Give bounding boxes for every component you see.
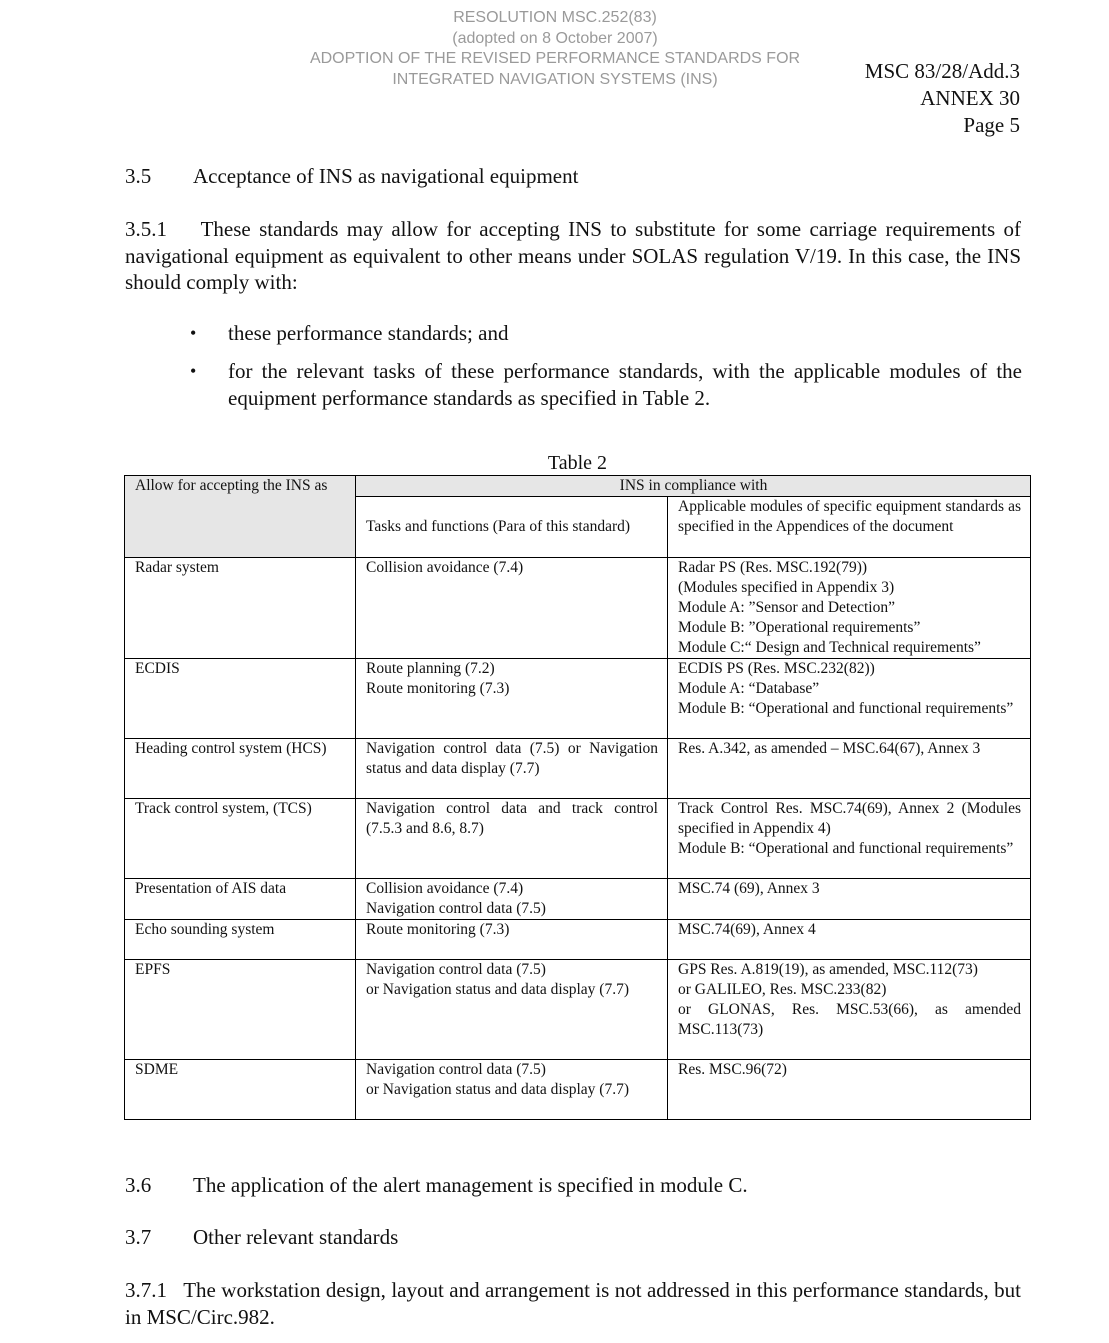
module-line: Track Control Res. MSC.74(69), Annex 2 (Modules specified in Appendix 4) [678, 800, 1021, 837]
task-line: Collision avoidance (7.4) [366, 880, 524, 897]
resolution-title-line2: INTEGRATED NAVIGATION SYSTEMS (INS) [392, 70, 718, 88]
system-cell: Heading control system (HCS) [125, 739, 356, 799]
header-cell-tasks: Tasks and functions (Para of this standard) [356, 497, 668, 558]
task-line: Collision avoidance (7.4) [366, 559, 524, 576]
tasks-cell [356, 739, 668, 799]
section-title: Other relevant standards [193, 1225, 399, 1249]
task-line: Route planning (7.2) [366, 660, 495, 677]
tasks-cell [356, 960, 668, 1060]
section-text: The application of the alert management is specified in module C. [193, 1173, 748, 1197]
section-heading-3-5 [125, 163, 578, 189]
modules-cell [668, 1060, 1031, 1120]
bullet-icon: • [190, 361, 197, 381]
resolution-number: RESOLUTION MSC.252(83) [453, 9, 657, 26]
resolution-header [280, 8, 830, 90]
module-line: Radar PS (Res. MSC.192(79)) [678, 559, 868, 576]
section-number: 3.6 [125, 1173, 152, 1197]
modules-cell [668, 739, 1031, 799]
module-line: GPS Res. A.819(19), as amended, MSC.112(73) [678, 961, 978, 978]
section-heading-3-7 [125, 1224, 398, 1250]
modules-cell [668, 960, 1031, 1060]
system-cell: Track control system, (TCS) [125, 799, 356, 879]
module-line: Module B: “Operational and functional requirements” [678, 700, 1014, 717]
task-line: Navigation control data and track control (7.5.3 and 8.6, 8.7) [366, 800, 658, 837]
module-line: Module B: “Operational and functional requirements” [678, 840, 1014, 857]
paragraph-text: The workstation design, layout and arrangement is not addressed in this performance standards, but in MSC/Circ.982. [125, 1278, 1021, 1329]
system-cell: SDME [125, 1060, 356, 1120]
paragraph-number: 3.5.1 [125, 217, 167, 241]
header-cell-system: Allow for accepting the INS as [125, 476, 356, 558]
table-row [125, 558, 1031, 659]
modules-cell [668, 920, 1031, 960]
system-cell: Presentation of AIS data [125, 879, 356, 920]
module-line: Module C:“ Design and Technical requirements” [678, 639, 981, 656]
adoption-date: (adopted on 8 October 2007) [452, 29, 658, 47]
table-header-row [125, 476, 1031, 497]
table-row [125, 659, 1031, 739]
module-line: MSC.74(69), Annex 4 [678, 921, 816, 938]
module-line: or GALILEO, Res. MSC.233(82) [678, 981, 887, 998]
system-cell: Echo sounding system [125, 920, 356, 960]
module-line: or GLONAS, Res. MSC.53(66), as amended MSC.113(73) [678, 1001, 1021, 1038]
system-cell: Radar system [125, 558, 356, 659]
document-reference [865, 58, 1020, 139]
task-line: or Navigation status and data display (7.7) [366, 981, 630, 998]
modules-cell [668, 659, 1031, 739]
task-line: Route monitoring (7.3) [366, 680, 510, 697]
tasks-cell [356, 920, 668, 960]
system-cell: EPFS [125, 960, 356, 1060]
modules-cell [668, 879, 1031, 920]
module-line: (Modules specified in Appendix 3) [678, 579, 895, 596]
task-line: Navigation control data (7.5) [366, 900, 546, 917]
system-cell: ECDIS [125, 659, 356, 739]
paragraph-3-5-1 [125, 216, 1021, 296]
tasks-cell [356, 558, 668, 659]
table-caption: Table 2 [547, 452, 608, 474]
module-line: Module A: ”Sensor and Detection” [678, 599, 895, 616]
task-line: or Navigation status and data display (7.7) [366, 1081, 630, 1098]
table-row [125, 879, 1031, 920]
section-number: 3.5 [125, 164, 152, 188]
bullet-text: these performance standards; and [228, 321, 509, 345]
bullet-icon: • [190, 323, 197, 343]
module-line: ECDIS PS (Res. MSC.232(82)) [678, 660, 875, 677]
modules-cell [668, 799, 1031, 879]
list-item [190, 320, 1022, 347]
module-line: Res. MSC.96(72) [678, 1061, 787, 1078]
table-row [125, 799, 1031, 879]
page-label: Page 5 [963, 113, 1020, 137]
bullet-list [190, 320, 1022, 423]
bullet-text: for the relevant tasks of these performance standards, with the applicable modules of the equipment performance standards as specified in Table 2. [228, 359, 1022, 410]
task-line: Route monitoring (7.3) [366, 921, 510, 938]
task-line: Navigation control data (7.5) [366, 961, 546, 978]
table-row [125, 960, 1031, 1060]
table-row [125, 739, 1031, 799]
task-line: Navigation control data (7.5) [366, 1061, 546, 1078]
module-line: Module B: ”Operational requirements” [678, 619, 921, 636]
paragraph-number: 3.7.1 [125, 1278, 167, 1302]
module-line: MSC.74 (69), Annex 3 [678, 880, 820, 897]
compliance-table [124, 475, 1031, 1120]
tasks-cell [356, 659, 668, 739]
header-cell-group: INS in compliance with [356, 476, 1031, 497]
section-number: 3.7 [125, 1225, 152, 1249]
task-line: Navigation control data (7.5) or Navigation status and data display (7.7) [366, 740, 658, 777]
annex-label: ANNEX 30 [920, 86, 1020, 110]
document-number: MSC 83/28/Add.3 [864, 59, 1020, 83]
tasks-cell [356, 879, 668, 920]
section-title: Acceptance of INS as navigational equipment [193, 164, 579, 188]
table-row [125, 920, 1031, 960]
module-line: Module A: “Database” [678, 680, 820, 697]
module-line: Res. A.342, as amended – MSC.64(67), Annex 3 [678, 740, 981, 757]
paragraph-text: These standards may allow for accepting INS to substitute for some carriage requirements of navigational equipment as equivalent to other means under SOLAS regulation V/19. In this case, the INS should comply with: [125, 217, 1022, 294]
header-cell-modules: Applicable modules of specific equipment standards as specified in the Appendices of the document [668, 497, 1031, 558]
paragraph-3-7-1 [125, 1277, 1021, 1330]
list-item [190, 358, 1022, 412]
modules-cell [668, 558, 1031, 659]
tasks-cell [356, 1060, 668, 1120]
table-row [125, 1060, 1031, 1120]
resolution-title-line1: ADOPTION OF THE REVISED PERFORMANCE STANDARDS FOR [309, 50, 801, 67]
section-3-6 [125, 1172, 748, 1198]
tasks-cell [356, 799, 668, 879]
